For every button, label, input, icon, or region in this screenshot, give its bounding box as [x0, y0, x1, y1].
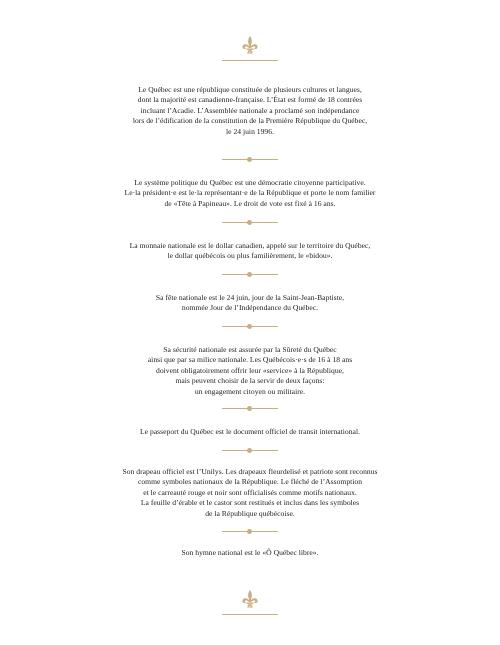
- section-divider: [222, 448, 278, 453]
- section-divider: [222, 220, 278, 225]
- section-divider: [222, 529, 278, 534]
- divider-ornament: [247, 406, 252, 411]
- divider-ornament: [247, 448, 252, 453]
- paragraph-state: Le Québec est une république constituée de plusieurs cultures et langues, dont la majorité est canadienne-française. L’État est formé de 18 contrées incluant l’Acadie. L’Assemblée nationale a proclamé son indépendance lors de l’édification de la constitution de la Première République du Québec, le 24 juin 1996.: [132, 85, 368, 136]
- top-rule: [222, 60, 278, 61]
- paragraph-flag: Son drapeau officiel est l’Unilys. Les drapeaux fleurdelisé et patriote sont reconnus comme symboles nationaux de la République. Le fléché de l’Assomption et le carreauté rouge et noir sont officialisés comme motifs nationaux. La feuille d’érable et le castor sont restitués et inclus dans les symboles de la République québécoise.: [122, 467, 378, 518]
- paragraph-anthem: Son hymne national est le «Ô Québec libre».: [181, 548, 319, 557]
- fleur-de-lis-icon: [238, 588, 262, 612]
- divider-ornament: [247, 529, 252, 534]
- paragraph-politics: Le système politique du Québec est une démocratie citoyenne participative. Le·la président·e est le·la représentant·e de la République et porte le nom familier de «Tête à Papineau». Le droit de vote est fixé à 16 ans.: [124, 178, 376, 208]
- section-divider: [222, 324, 278, 329]
- bottom-rule: [222, 614, 278, 615]
- paragraph-security: Sa sécurité nationale est assurée par la Sûreté du Québec ainsi que par sa milice nationale. Les Québécois·e·s de 16 à 18 ans doivent obligatoirement offrir leur «service» à la République, mais peuvent choisir de la servir de deux façons: un engagement citoyen ou militaire.: [147, 345, 353, 396]
- paragraph-passport: Le passeport du Québec est le document officiel de transit international.: [140, 427, 360, 436]
- paragraph-currency: La monnaie nationale est le dollar canadien, appelé sur le territoire du Québec, le dollar québécois ou plus familièrement, le «bidou».: [129, 241, 371, 261]
- divider-ornament: [247, 157, 252, 162]
- paragraph-national-day: Sa fête nationale est le 24 juin, jour de la Saint-Jean-Baptiste, nommée Jour de l’Indépendance du Québec.: [155, 293, 345, 313]
- divider-ornament: [247, 324, 252, 329]
- divider-ornament: [247, 272, 252, 277]
- section-divider: [222, 272, 278, 277]
- section-divider: [222, 157, 278, 162]
- divider-ornament: [247, 220, 252, 225]
- section-divider: [222, 406, 278, 411]
- fleur-de-lis-icon: [238, 34, 262, 58]
